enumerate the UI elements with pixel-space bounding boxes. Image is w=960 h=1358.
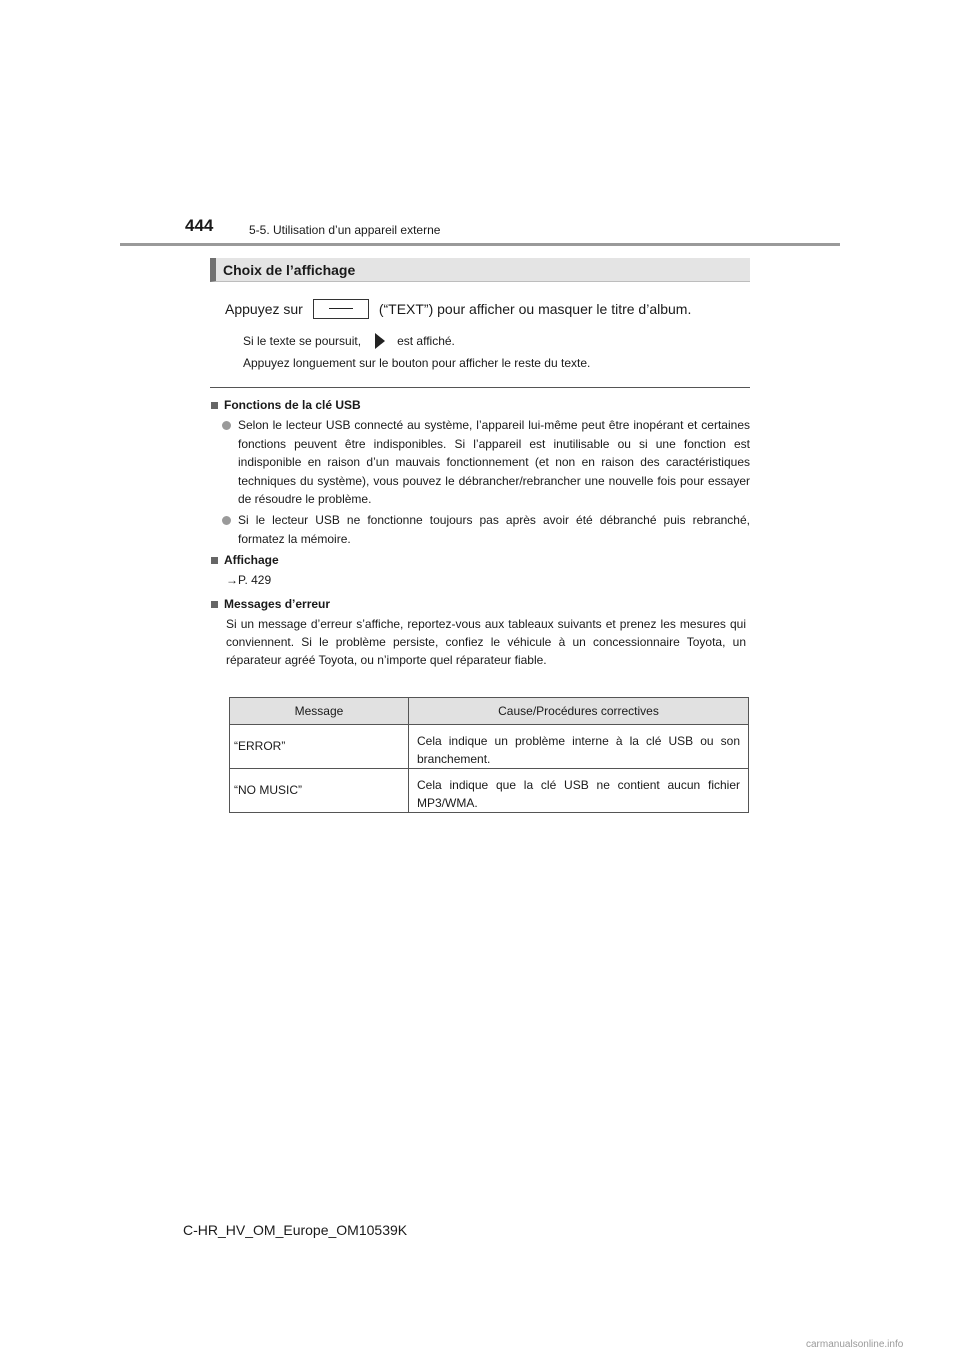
table-row (230, 725, 749, 769)
display-heading (211, 553, 279, 567)
table-header-cause: Cause/Procédures correctives (409, 698, 749, 725)
section-header: 5-5. Utilisation d’un appareil externe (249, 223, 441, 237)
instruction-before: Appuyez sur (225, 301, 303, 317)
arrow-right-icon (375, 333, 385, 349)
round-bullet-icon (222, 516, 231, 525)
usb-bullet-1-text: Selon le lecteur USB connecté au système, l’appareil lui-même peut être inopérant et certaines fonctions peuvent être indisponibles. Si l’appareil est inutilisable ou si une fonction est indisponible en raison d’un mauvais fonctionnement (et non en raison des caractéristiques techniques du système), vous pouvez le débrancher/rebrancher une nouvelle fois pour essayer de résoudre le problème. (238, 418, 750, 506)
text-button-icon (313, 299, 369, 319)
display-box-title-text: Choix de l’affichage (223, 262, 356, 278)
error-messages-text: Si un message d’erreur s’affiche, reportez-vous aux tableaux suivants et prenez les mesures qui conviennent. Si le problème persiste, confiez le véhicule à un concessionnaire Toyota, un réparateur agréé Toyota, ou n’importe quel réparateur fiable. (226, 617, 746, 667)
usb-bullet-1 (222, 416, 750, 509)
section-rule (210, 387, 750, 388)
display-heading-text: Affichage (224, 553, 279, 567)
note2: Appuyez longuement sur le bouton pour afficher le reste du texte. (243, 356, 591, 370)
instruction-after: (“TEXT”) pour afficher ou masquer le titre d’album. (378, 301, 692, 317)
table-cell-cause: Cela indique que la clé USB ne contient aucun fichier MP3/WMA. (409, 769, 749, 813)
watermark: carmanualsonline.info (806, 1339, 904, 1350)
usb-bullet-2-text: Si le lecteur USB ne fonctionne toujours pas après avoir été débranché puis rebranché, formatez la mémoire. (238, 513, 750, 546)
table-cell-message: “ERROR” (230, 725, 409, 769)
square-bullet-icon (211, 402, 218, 409)
error-table (229, 697, 749, 813)
error-messages-heading (211, 597, 330, 611)
table-cell-message: “NO MUSIC” (230, 769, 409, 813)
table-header-message: Message (230, 698, 409, 725)
page-reference: →P. 429 (226, 573, 272, 587)
square-bullet-icon (211, 557, 218, 564)
usb-functions-heading (211, 398, 361, 412)
usb-functions-heading-text: Fonctions de la clé USB (224, 398, 361, 412)
note1-after: est affiché. (397, 334, 455, 348)
display-box-title (210, 258, 750, 282)
note-continues (243, 333, 455, 349)
round-bullet-icon (222, 421, 231, 430)
square-bullet-icon (211, 601, 218, 608)
table-header-row (230, 698, 749, 725)
error-messages-heading-text: Messages d’erreur (224, 597, 331, 611)
page-number: 444 (185, 216, 214, 235)
instruction (225, 299, 691, 319)
usb-bullet-2 (222, 511, 750, 548)
header-rule (120, 243, 840, 246)
table-row (230, 769, 749, 813)
note1-before: Si le texte se poursuit, (243, 334, 362, 348)
note-long-press (243, 356, 590, 370)
table-cell-cause: Cela indique un problème interne à la clé USB ou son branchement. (409, 725, 749, 769)
footer-code: C-HR_HV_OM_Europe_OM10539K (183, 1222, 408, 1238)
